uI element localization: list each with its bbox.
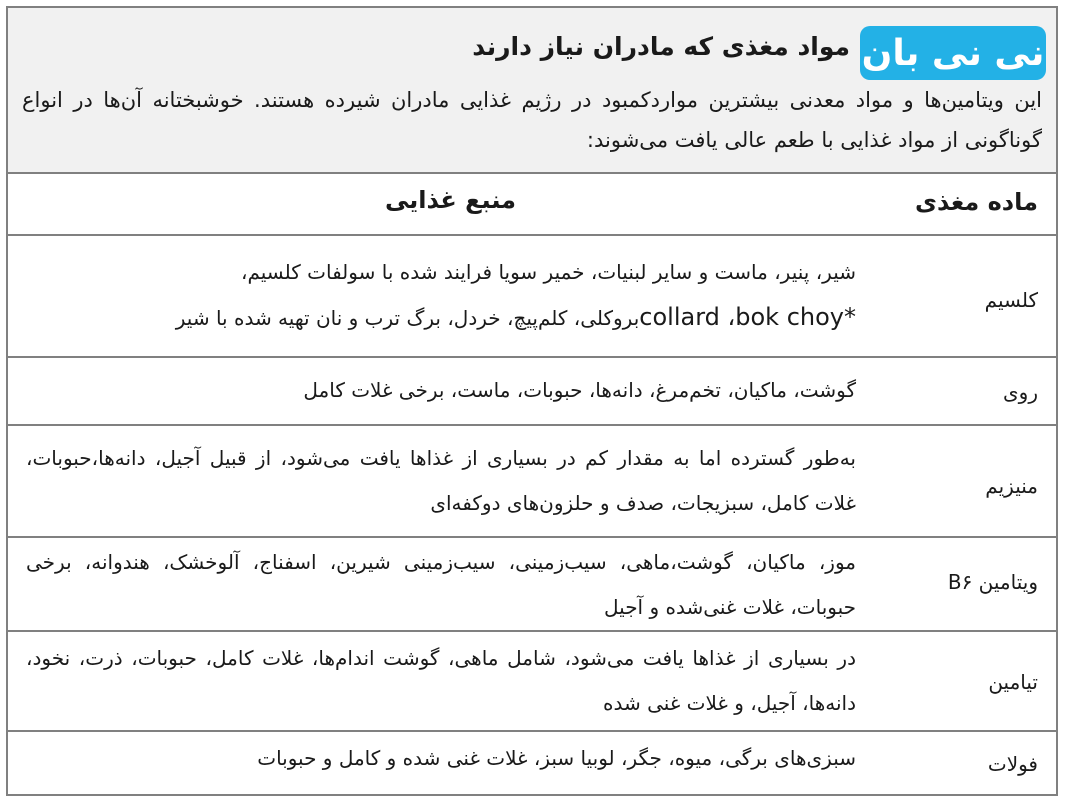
site-logo[interactable]: نی نی بان xyxy=(860,26,1046,80)
nutrients-table-card xyxy=(6,6,1058,796)
food-source: سبزی‌های برگی، میوه، جگر، لوبیا سبز، غلات غنی شده و کامل و حبوبات xyxy=(257,746,856,770)
food-source: موز، ماکیان، گوشت،ماهی، سیب‌زمینی، سیب‌زمینی شیرین، اسفناج، آلوخشک، هندوانه، برخی حبوبات، غلات غنی‌شده و آجیل xyxy=(26,550,856,619)
table-row xyxy=(8,356,1056,426)
food-source-latin: collard ،bok choy* xyxy=(639,303,856,331)
column-header-nutrient: ماده مغذی xyxy=(915,188,1038,216)
food-source: گوشت، ماکیان، تخم‌مرغ، دانه‌ها، حبوبات، ماست، برخی غلات کامل xyxy=(303,378,856,402)
food-source-line: collard ،bok choy*بروکلی، کلم‌پیچ، خردل، برگ ترب و نان تهیه شده با شیر xyxy=(175,303,856,331)
table-row xyxy=(8,424,1056,538)
table-row xyxy=(8,234,1056,358)
table-column-headers xyxy=(8,172,1056,236)
nutrient-name: کلسیم xyxy=(984,288,1038,312)
table-row xyxy=(8,730,1056,794)
food-source xyxy=(26,250,856,341)
food-source: به‌طور گسترده اما به مقدار کم در بسیاری از غذاها یافت می‌شود، از قبیل آجیل، دانه‌ها،حبوبات، غلات کامل، سبزیجات، صدف و حلزون‌های دوکفه‌ای xyxy=(26,446,856,515)
intro-paragraph: این ویتامین‌ها و مواد معدنی بیشترین مواردکمبود در رژیم غذایی مادران شیرده هستند. خوشبختانه آن‌ها در انواع گوناگونی از مواد غذایی با طعم عالی یافت می‌شوند: xyxy=(22,88,1042,152)
food-source-line: شیر، پنیر، ماست و سایر لبنیات، خمیر سویا فرایند شده با سولفات کلسیم، xyxy=(241,260,856,284)
table-header-section xyxy=(8,8,1056,174)
nutrient-name: روی xyxy=(1003,380,1038,404)
nutrient-name: فولات xyxy=(987,752,1038,776)
column-header-source: منبع غذایی xyxy=(385,186,516,214)
nutrient-name: تیامین xyxy=(988,670,1038,694)
table-row xyxy=(8,536,1056,632)
page-title: مواد مغذی که مادران نیاز دارند xyxy=(472,32,850,61)
nutrient-name: منیزیم xyxy=(985,474,1038,498)
food-source: در بسیاری از غذاها یافت می‌شود، شامل ماهی، گوشت اندام‌ها، غلات کامل، حبوبات، ذرت، نخود، دانه‌ها، آجیل، و غلات غنی شده xyxy=(26,646,856,715)
table-row xyxy=(8,630,1056,732)
nutrient-name: ویتامین B۶ xyxy=(947,570,1038,594)
